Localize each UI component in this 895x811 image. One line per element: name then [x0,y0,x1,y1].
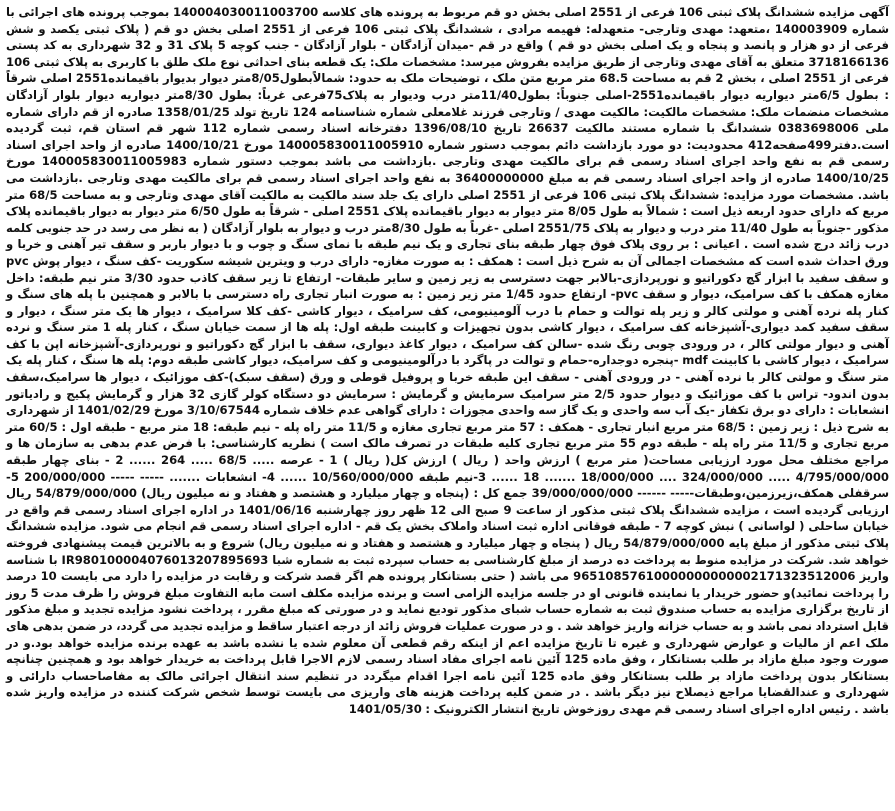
auction-notice-text: آگهی مزایده ششدانگ پلاک ثبتی 106 فرعی از 2551 اصلی بخش دو قم مربوط به پرونده های کلاسه 140004030011003700 بموجب پرونده های اجرائی با شماره 140003909 ،متعهد: مهدی وتارجی- متعهدله: فهیمه مرادی ، ششدانگ پلاک ثبتی 106 فرعی از 2551 اصلی بخش دو قم ( پلاک ثبتی یکصد و شش فرعی از دو هزار و پانصد و پنجاه و یک اصلی بخش دو قم ) واقع در قم -میدان آزادگان - بلوار آزادگان - جنب کوچه 5 پلاک 31 و 32 شهرداری به کد پستی 3718166136 متعلق به آقای مهدی وتارجی از طریق مزایده بفروش میرسد: مشخصات ملک: یک قطعه بنای احداثی نوع ملک طلق با کاربری به پلاک ثبتی 106 فرعی از 2551 اصلی ، بخش 2 قم به مساحت 68.5 متر مربع متن ملک ، توضیحات ملک به حدود: شمالاًبطول8/05متر دیوار بدیوار باقیمانده2551 اصلی شرقاً : بطول 6/5متر دیواریه دیوار باقیمانده2551-اصلی جنوباً: بطول11/40متر درب ودیوار به پلاک75فرعی غرباً: بطول 8/30متر دیواریه دیوار بلوار آزادگان مشخصات منضمات ملک: مشخصات مالکیت: مالکیت مهدی / وتارجی فرزند غلامعلی شماره شناسنامه 124 تاریخ تولد 1358/01/25 صادره از قم دارای شماره ملی 0383698006 ششدانگ با شماره مستند مالکیت 26637 تاریخ 1396/08/10 دفترخانه اسناد رسمی شماره 112 شهر قم استان قم، ثبت گردیده است.دفتر499صفحه412 محدودیت: دو مورد بازداشت دائم بموجب دستور شماره 140005830011005910 مورخ 1400/10/21 صادره از واحد اجرای اسناد رسمی قم به نفع واحد اجرای اسناد رسمی قم برای مالکیت مهدی وتارجی .بازداشت می باشد بموجب دستور شماره 140005830011005983 مورخ 1400/10/25 صادره از واحد اجرای اسناد رسمی قم به مبلغ 36400000000 به نفع واحد اجرای اسناد رسمی قم برای مالکیت مهدی وتارجی .بازداشت می باشد. مشخصات مورد مزایده: ششدانگ پلاک ثبتی 106 فرعی از 2551 اصلی دارای یک جلد سند مالکیت به مالکیت آقای مهدی وتارجی و به مساحت 68/5 متر مربع که دارای حدود اربعه ذیل است : شمالاً به طول 8/05 متر دیوار به دیوار باقیمانده پلاک 2551 اصلی - شرقاً به طول 6/50 متر دیوار به دیوار باقیمانده پلاک مذکور -جنوباً به طول 11/40 متر درب و دیوار به پلاک 2551/75 اصلی -غرباً به طول 8/30متر درب و دیوار به بلوار آزادگان ( به نظر می رسد در حد جنوبی کلمه درب زائد درج شده است . اعیانی : بر روی پلاک فوق چهار طبقه بنای تجاری و یک نیم طبقه با نمای سنگ و چوب و با دیوار باربر و سقف تیر آهنی و خربا و ورق احداث شده است که مشخصات اجمالی آن به شرح ذیل است : همکف : به صورت مغازه- دارای درب و ویترین شیشه سکوریت -کف سنگ ، دیوار پوش pvc و سقف سفید با ابزار گچ دکوراتیو و نورپردازی-بالابر جهت دسترسی به زیر زمین و سایر طبقات- ارتفاع تا زیر سقف کاذب حدود 3/30 متر نیم طبقه: داخل مغازه همکف با کف سرامیک، دیوار و سقف pvc- ارتفاع حدود 1/45 متر زیر زمین : به صورت انبار تجاری راه دسترسی با بالابر و همچنین با پله های سنگ و کنار پله نرده آهنی و مولتی کالر و زیر پله توالت و حمام با درب آلومینیومی، کف سرامیک ، دیوار کاشی -کف کلا سرامیک ، دیوار ها یک متر سنگ ، دیوار و سقف سفید کمد دیواری-آشپزخانه کف سرامیک ، دیوار کاشی بدون تجهیزات و کابینت طبقه اول: پله ها از سمت خیابان سنگ ، کنار پله 1 متر سنگ و نرده آهنی و دیوار مولتی کالر ، در ورودی چوبی رنگ شده -سالن کف سرامیک ، دیوار کاغذ دیواری، سقف با ابزار گچ دکوراتیو و نورپردازی-آشپزخانه اپن با کف سرامیک ، دیوار کاشی با کابینت mdf -پنجره دوجداره-حمام و توالت در پاگرد با درآلومینیومی و کف سرامیک، دیوار کاشی طبقه دوم: پله ها سنگ ، کنار پله یک متر سنگ و مولتی کالر با نرده آهنی - در ورودی آهنی - سقف این طبقه خربا و پروفیل قوطی و ورق (سقف سبک)-کف موزائیک ، دیوار ها سرامیک،سقف بدون اندود- تراس با کف موزائیک و دیوار حدود 2/5 متر سرامیک سرمایش و گرمایش : سرمایش دو دستگاه کولر گازی 32 هزار و گرمایش پکیج و رادیاتور انشعابات : دارای دو برق تکفاز -یک آب سه واحدی و یک گاز سه واحدی مجوزات : دارای گواهی عدم خلاف شماره 3/10/67544 مورخ 1401/02/29 از شهرداری به شرح ذیل : زیر زمین : 68/5 متر مربع انبار تجاری - همکف : 57 متر مربع تجاری مغازه و 11/5 متر راه پله - نیم طبقه: 18 متر مربع - طبقه اول : 60/5 متر مربع تجاری و 11/5 متر راه پله - طبقه دوم 55 متر مربع تجاری کلیه طبقات در تصرف مالک است ) نظریه کارشناسی: با فرض عدم بدهی به سازمان ها و مراجع مختلف محل مورد ارزیابی مساحت( متر مربع ) ارزش واحد ( ریال ) ارزش کل( ریال ) 1 - عرصه ..... 68/5 ..... 264 ...... 2 - بنای چهار طبقه 4/795/000/000 ..... 324/000/000 .... 18/000/000 ....... 18 ...... 3-نیم طبقه 10/560/000/000 ...... 4- انشعابات ....... ----- ----- 200/000/000 5-سرقفلی همکف،زیرزمین،وطبقات----- ------ 39/000/000/000 جمع کل : (پنجاه و چهار میلیارد و هشتصد و هفتاد و نه میلیون ریال) 54/879/000/000 ریال ارزیابی گردیده است ، مزایده ششدانگ پلاک ثبتی مذکور از ساعت 9 صبح الی 12 ظهر روز چهارشنبه 1401/06/16 در اداره اجرای اسناد رسمی قم واقع در خیابان ساحلی ( لواسانی ) نبش کوچه 7 - طبقه فوقانی اداره ثبت اسناد واملاک بخش یک قم - اداره اجرای اسناد رسمی قم انجام می شود. مزایده ششدانگ پلاک ثبتی مذکور از مبلغ پایه 54/879/000/000 ریال ( پنجاه و چهار میلیارد و هشتصد و هفتاد و نه میلیون ریال) شروع و به بالاترین قیمت پیشنهادی فروخته خواهد شد. شرکت در مزایده منوط به پرداخت ده درصد از مبلغ کارشناسی به حساب سپرده ثبت به شماره شبا IR980100004076013207895693 با شناسه واریز 96510857610000000000002171323512006 می باشد ( حتی بستانکار پرونده هم اگر قصد شرکت و رقابت در مزایده را دارد می بایست 10 درصد را پرداخت نمائید)و حضور خریدار یا نماینده قانونی او در جلسه مزایده الزامی است و برنده مزایده مکلف است مابه التفاوت مبلغ فروش را ظرف مدت 5 روز از تاریخ برگزاری مزایده به حساب صندوق ثبت به شماره حساب شبای مذکور تودیع نماید و در صورتی که مبلغ مقرر ، پرداخت نشود مزایده تجدید و مبلغ مذکور قابل استرداد نمی باشد و به حساب خزانه واریز خواهد شد . و در صورت عملیات فروش زائد از درجه اعتبار ساقط و مزایده تجدید می گردد، در ضمن بدهی های ملک اعم از مالیات و عوارض شهرداری و غیره تا تاریخ مزایده اعم از اینکه رقم قطعی آن معلوم شده یا نشده باشد به عهده برنده مزایده خواهد بود.و در صورت وجود مبلغ مازاد بر طلب بستانکار ، وفق ماده 125 آئین نامه اجرای مفاد اسناد رسمی لازم الاجرا قابل پرداخت به خریدار خواهد بود و همچنین چنانچه بستانکار بدون پرداخت مازاد بر طلب بستانکار وفق ماده 125 آئین نامه اجرا اقدام میگردد در تنظیم سند انتقال اجرائی مالک به مفاصاحساب دارائی و شهرداری و عندالقضایا مراجع ذیصلاح نیز دیگر باشد . در ضمن کلیه پرداخت هزینه های واریزی می بایست توسط شخص شرکت کننده در مزایده واریز شده باشد . رئیس اداره اجرای اسناد رسمی قم مهدی روزخوش تاریخ انتشار الکترونیک : 1401/05/30 [6,5,890,716]
